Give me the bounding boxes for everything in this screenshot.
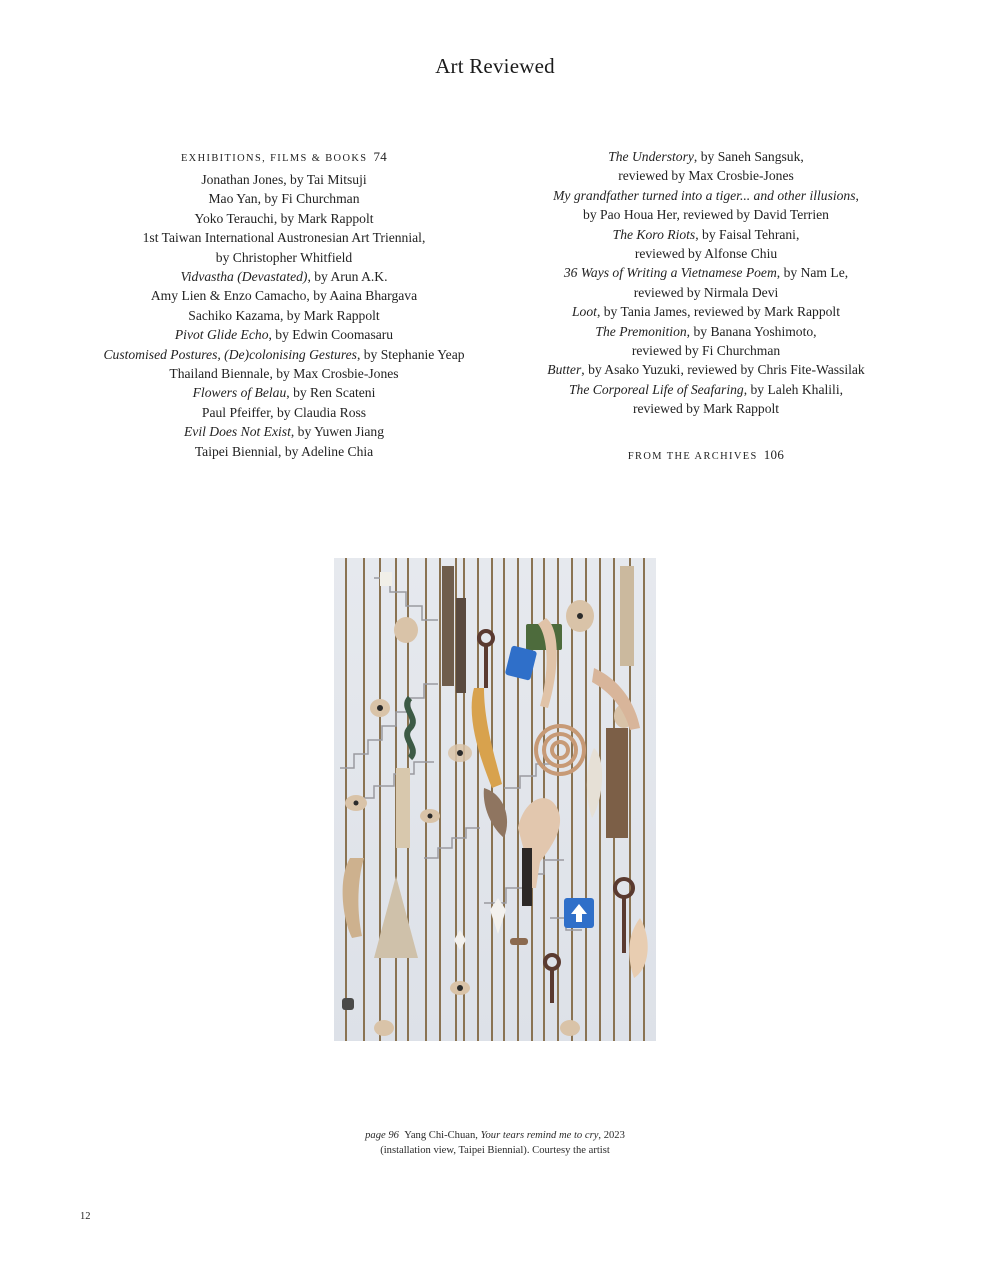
entry-text: Paul Pfeiffer, by Claudia Ross bbox=[201, 404, 367, 420]
section-heading-label: FROM THE ARCHIVES bbox=[627, 450, 758, 462]
entry-text: , by Arun A.K. bbox=[307, 269, 388, 285]
contents-entry bbox=[84, 267, 484, 286]
caption-page-ref: page 96 bbox=[365, 1130, 399, 1141]
contents-entry bbox=[506, 341, 906, 360]
entry-text: , by Asako Yuzuki, reviewed by Chris Fite-Wassilak bbox=[581, 362, 865, 378]
entry-text: Jonathan Jones, by Tai Mitsuji bbox=[201, 172, 367, 187]
caption-work-title: Your tears remind me to cry bbox=[480, 1130, 599, 1141]
contents-left-column bbox=[84, 147, 484, 461]
contents-entry bbox=[506, 205, 906, 224]
contents-entry bbox=[506, 244, 906, 263]
contents-entry bbox=[84, 325, 484, 344]
entry-text: , by Stephanie Yeap bbox=[356, 346, 465, 362]
entry-text: , by Faisal Tehrani, bbox=[695, 226, 800, 242]
entry-title: The Premonition bbox=[595, 323, 687, 339]
contents-entry bbox=[506, 322, 906, 341]
contents-entry bbox=[84, 383, 484, 402]
contents-entry bbox=[506, 399, 906, 418]
entry-text: by Pao Houa Her, reviewed by David Terrien bbox=[583, 207, 829, 223]
contents-entry bbox=[506, 263, 906, 282]
entry-title: 36 Ways of Writing a Vietnamese Poem bbox=[563, 265, 777, 281]
entry-text: by Christopher Whitfield bbox=[215, 249, 353, 265]
entry-text: reviewed by Nirmala Devi bbox=[633, 284, 779, 300]
section-heading-label: EXHIBITIONS, FILMS & BOOKS bbox=[180, 153, 368, 164]
entry-title: Vidvastha (Devastated) bbox=[180, 269, 308, 285]
entry-text: Taipei Biennial, by Adeline Chia bbox=[194, 443, 374, 459]
caption-year: , 2023 bbox=[598, 1130, 625, 1141]
caption-line-1 bbox=[0, 1128, 990, 1143]
contents-entry bbox=[84, 422, 484, 441]
entry-text: reviewed by Mark Rappolt bbox=[632, 401, 780, 417]
contents-entry bbox=[506, 166, 906, 185]
contents-entry bbox=[84, 170, 484, 189]
entry-text: Mao Yan, by Fi Churchman bbox=[208, 191, 360, 207]
entry-title: Flowers of Belau bbox=[192, 385, 287, 401]
entry-text: reviewed by Fi Churchman bbox=[631, 343, 781, 359]
right-entry-list bbox=[506, 147, 906, 419]
entry-text: , bbox=[855, 187, 859, 203]
photo-caption bbox=[0, 1128, 990, 1158]
section-page-number: 106 bbox=[763, 446, 785, 462]
entry-text: Sachiko Kazama, by Mark Rappolt bbox=[188, 307, 380, 323]
entry-text: , by Yuwen Jiang bbox=[290, 424, 384, 440]
section-page-number: 74 bbox=[373, 149, 388, 164]
entry-title: My grandfather turned into a tiger... and other illusions bbox=[553, 187, 856, 203]
entry-title: The Understory bbox=[608, 149, 694, 164]
contents-entry bbox=[84, 403, 484, 422]
contents-entry bbox=[506, 225, 906, 244]
entry-text: , by Banana Yoshimoto, bbox=[686, 323, 817, 339]
page-number: 12 bbox=[80, 1211, 91, 1222]
entry-text: 1st Taiwan International Austronesian Art Triennial, bbox=[142, 230, 426, 246]
contents-entry bbox=[84, 189, 484, 208]
contents-entry bbox=[506, 360, 906, 379]
entry-text: Yoko Terauchi, by Mark Rappolt bbox=[194, 210, 374, 226]
entry-title: The Corporeal Life of Seafaring bbox=[568, 381, 744, 397]
entry-text: , by Nam Le, bbox=[776, 265, 849, 281]
entry-title: The Koro Riots bbox=[612, 226, 696, 242]
contents-right-column bbox=[506, 147, 906, 468]
entry-text: reviewed by Max Crosbie-Jones bbox=[618, 168, 794, 184]
entry-title: Butter bbox=[547, 362, 582, 378]
contents-entry bbox=[84, 345, 484, 364]
entry-text: reviewed by Alfonse Chiu bbox=[634, 246, 778, 262]
contents-entry bbox=[84, 248, 484, 267]
contents-entry bbox=[506, 186, 906, 205]
entry-title: Customised Postures, (De)colonising Gestures bbox=[103, 346, 357, 362]
entry-text: , by Ren Scateni bbox=[286, 385, 376, 401]
caption-artist: Yang Chi-Chuan, bbox=[404, 1130, 478, 1141]
entry-title: Evil Does Not Exist bbox=[184, 424, 291, 440]
left-entry-list bbox=[84, 170, 484, 461]
contents-entry bbox=[84, 306, 484, 325]
contents-entry bbox=[506, 380, 906, 399]
caption-line-2: (installation view, Taipei Biennial). Courtesy the artist bbox=[380, 1145, 610, 1156]
contents-entry bbox=[84, 442, 484, 461]
contents-entry bbox=[506, 283, 906, 302]
contents-entry bbox=[84, 228, 484, 247]
entry-text: , by Laleh Khalili, bbox=[743, 381, 843, 397]
installation-photo bbox=[334, 558, 656, 1041]
contents-entry bbox=[84, 286, 484, 305]
contents-entry bbox=[506, 302, 906, 321]
section-heading-exhibitions bbox=[84, 147, 484, 168]
entry-title: Pivot Glide Echo bbox=[174, 327, 269, 343]
entry-text: Amy Lien & Enzo Camacho, by Aaina Bhargava bbox=[150, 288, 418, 304]
entry-text: , by Saneh Sangsuk, bbox=[693, 149, 804, 164]
entry-text: , by Edwin Coomasaru bbox=[268, 327, 394, 343]
contents-entry bbox=[84, 209, 484, 228]
contents-entry bbox=[84, 364, 484, 383]
entry-text: Thailand Biennale, by Max Crosbie-Jones bbox=[169, 366, 399, 382]
section-heading-archives bbox=[506, 445, 906, 466]
entry-text: , by Tania James, reviewed by Mark Rappolt bbox=[596, 304, 840, 320]
entry-title: Loot bbox=[572, 304, 597, 320]
page-title: Art Reviewed bbox=[435, 54, 555, 78]
contents-entry bbox=[506, 147, 906, 166]
